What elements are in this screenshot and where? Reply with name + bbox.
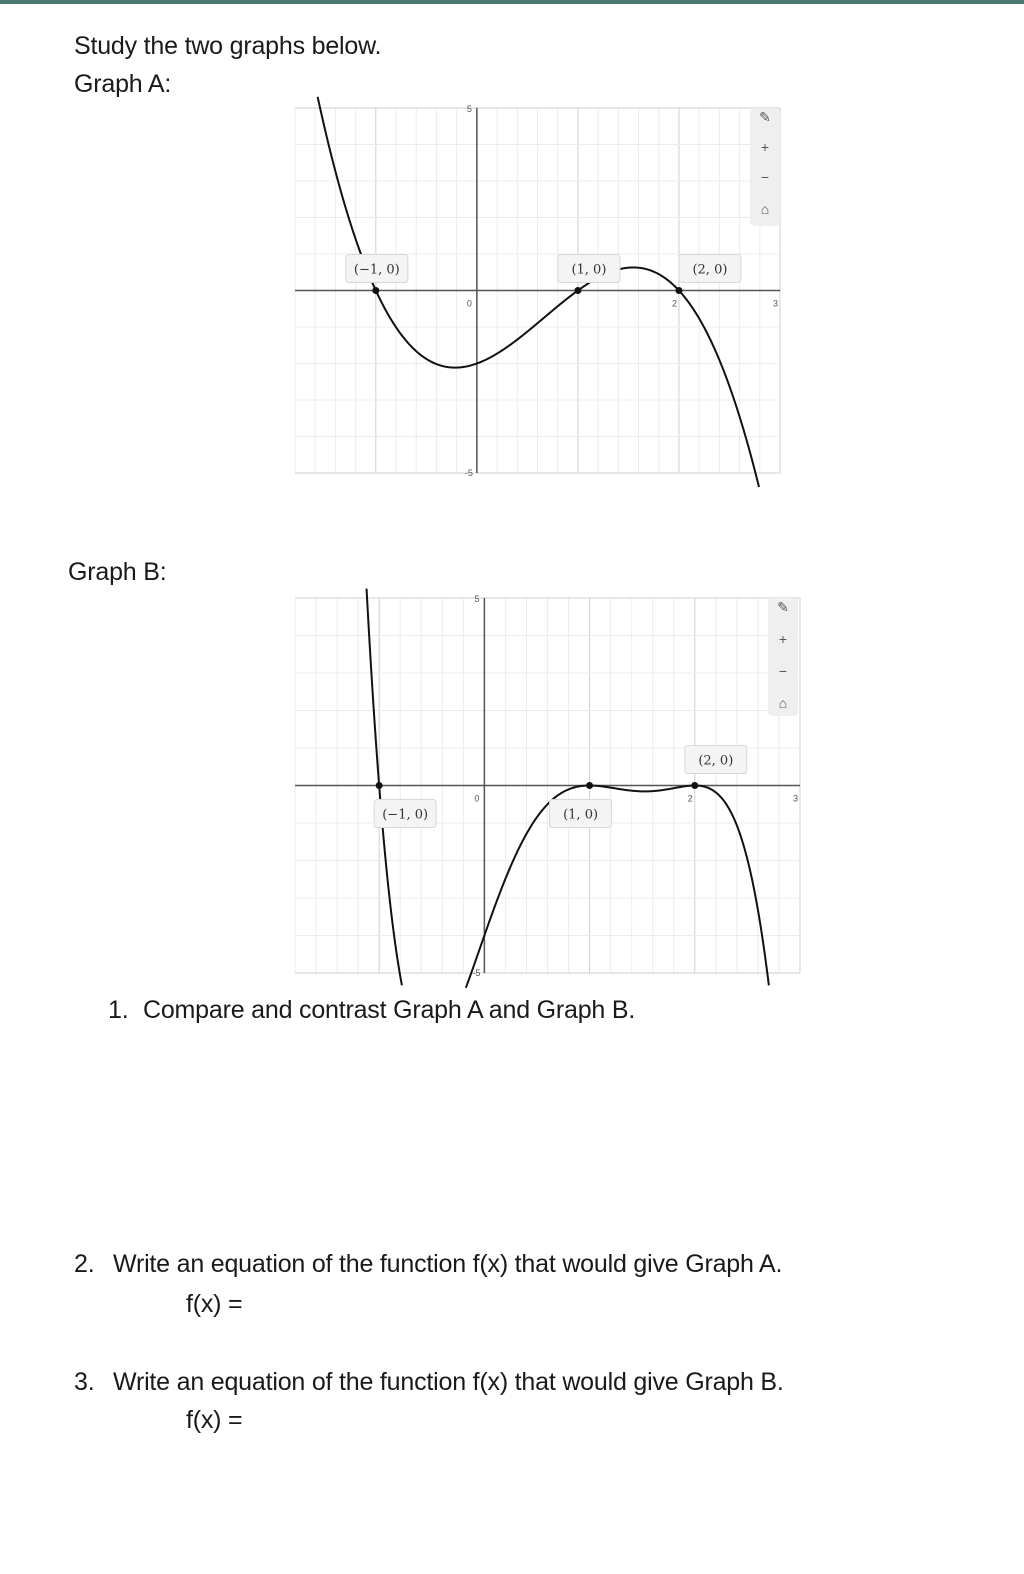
graph-b-label: Graph B: xyxy=(68,558,167,586)
graph-b-tick-top: 5 xyxy=(474,594,480,604)
graph-a-tick-right: 3 xyxy=(772,298,778,309)
graph-b-point-label: (−1, 0) xyxy=(382,807,429,823)
question-1-text: Compare and contrast Graph A and Graph B. xyxy=(143,996,636,1024)
graph-a-point-1[interactable] xyxy=(372,287,379,294)
question-2-answer-prompt: f(x) = xyxy=(186,1290,243,1318)
question-1-number: 1. xyxy=(108,996,129,1024)
graph-b-tick-two: 2 xyxy=(687,793,693,804)
graph-b-tick-bottom: -5 xyxy=(472,968,481,978)
question-3-number: 3. xyxy=(74,1368,95,1396)
graph-a-toolbar xyxy=(750,108,780,226)
graph-a-label: Graph A: xyxy=(74,70,172,98)
graph-a-svg xyxy=(290,100,790,478)
graph-a-point-3[interactable] xyxy=(675,287,682,294)
graph-a-tick-origin: 0 xyxy=(466,298,472,309)
graph-b-tick-right: 3 xyxy=(792,793,798,804)
graph-b-zoom-in-button[interactable]: + xyxy=(778,631,788,647)
graph-b-tick-origin: 0 xyxy=(474,793,480,804)
graph-b-point-label: (1, 0) xyxy=(563,807,599,823)
graph-a-tick-bottom: -5 xyxy=(464,468,473,478)
graph-b-point-1[interactable] xyxy=(376,782,383,789)
intro-text: Study the two graphs below. xyxy=(74,32,382,60)
graph-a-home-icon[interactable]: ⌂ xyxy=(760,201,770,217)
graph-b-zoom-out-button[interactable]: − xyxy=(778,663,788,679)
graph-a-tick-two: 2 xyxy=(671,298,677,309)
graph-b xyxy=(290,590,810,985)
graph-b-edit-icon[interactable]: ✎ xyxy=(777,599,789,615)
graph-b-curve xyxy=(367,589,769,988)
graph-b-point-2[interactable] xyxy=(586,782,593,789)
graph-a-point-label: (1, 0) xyxy=(571,262,607,278)
graph-a xyxy=(290,100,790,478)
graph-a-point-2[interactable] xyxy=(574,287,581,294)
graph-a-point-label: (2, 0) xyxy=(692,262,728,278)
top-bar xyxy=(0,0,1024,4)
graph-a-zoom-out-button[interactable]: − xyxy=(760,169,770,185)
question-2-text: Write an equation of the function f(x) that would give Graph A. xyxy=(113,1250,783,1278)
graph-a-curve xyxy=(318,97,759,487)
graph-b-point-3[interactable] xyxy=(691,782,698,789)
question-3-text: Write an equation of the function f(x) that would give Graph B. xyxy=(113,1368,784,1396)
graph-a-tick-top: 5 xyxy=(466,104,472,114)
question-2-number: 2. xyxy=(74,1250,95,1278)
graph-b-home-icon[interactable]: ⌂ xyxy=(778,695,788,711)
graph-a-zoom-in-button[interactable]: + xyxy=(760,139,770,155)
graph-b-svg xyxy=(290,590,810,985)
graph-a-edit-icon[interactable]: ✎ xyxy=(759,109,771,125)
graph-a-point-label: (−1, 0) xyxy=(353,262,400,278)
question-3-answer-prompt: f(x) = xyxy=(186,1406,243,1434)
graph-b-toolbar xyxy=(768,598,798,716)
graph-b-point-label: (2, 0) xyxy=(698,753,734,769)
